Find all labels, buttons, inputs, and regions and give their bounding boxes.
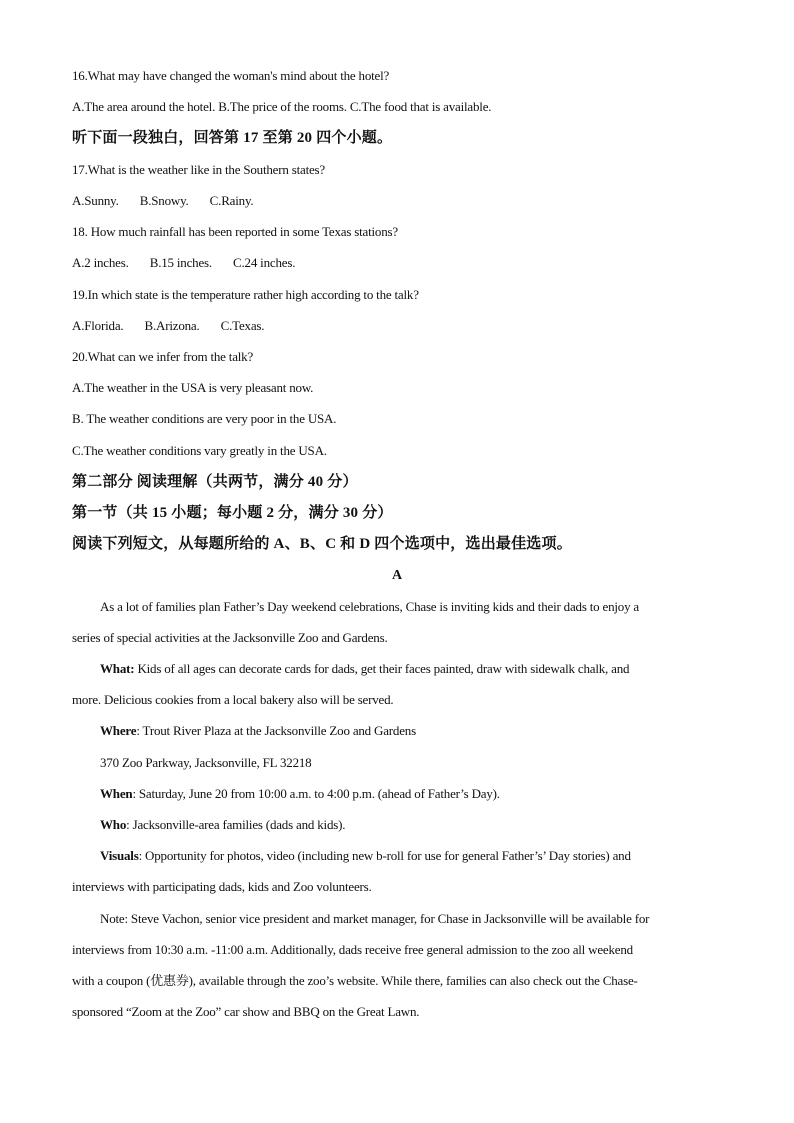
- option-b: B.The price of the rooms.: [218, 99, 347, 114]
- question-18: 18. How much rainfall has been reported in some Texas stations?: [72, 224, 398, 239]
- reading-instructions: 阅读下列短文，从每题所给的 A、B、C 和 D 四个选项中，选出最佳选项。: [72, 536, 572, 552]
- option-c: C.24 inches.: [233, 255, 296, 270]
- option-a: A.2 inches.: [72, 255, 129, 270]
- who-text: : Jacksonville-area families (dads and kids).: [126, 817, 346, 832]
- what-line-1: [100, 661, 629, 677]
- option-a: A.Florida.: [72, 318, 124, 333]
- where-text: : Trout River Plaza at the Jacksonville Zoo and Gardens: [136, 723, 416, 738]
- question-17-options: [72, 193, 271, 209]
- option-b: B.15 inches.: [149, 255, 212, 270]
- visuals-label: Visuals: [100, 848, 139, 863]
- option-a: A.The area around the hotel.: [72, 99, 216, 114]
- section-1-title: 第一节（共 15 小题；每小题 2 分，满分 30 分）: [72, 505, 393, 521]
- what-text: Kids of all ages can decorate cards for dads, get their faces painted, draw with sidewalk chalk, and: [134, 661, 630, 676]
- question-20-option-a: A.The weather in the USA is very pleasant now.: [72, 380, 314, 395]
- question-16: 16.What may have changed the woman's mind about the hotel?: [72, 68, 390, 83]
- who-label: Who: [100, 817, 127, 832]
- option-c: C.Rainy.: [209, 193, 254, 208]
- question-20-option-c: C.The weather conditions vary greatly in the USA.: [72, 443, 327, 458]
- question-18-options: [72, 255, 313, 271]
- visuals-line-2: interviews with participating dads, kids and Zoo volunteers.: [72, 879, 372, 894]
- option-b: B.Snowy.: [139, 193, 189, 208]
- question-17: 17.What is the weather like in the Southern states?: [72, 162, 325, 177]
- visuals-text: : Opportunity for photos, video (including new b-roll for use for general Father’s’ Day stories) and: [138, 848, 631, 863]
- what-label: What:: [100, 661, 135, 676]
- question-19: 19.In which state is the temperature rather high according to the talk?: [72, 287, 419, 302]
- when-line: [100, 786, 500, 802]
- option-b: B.Arizona.: [144, 318, 200, 333]
- section-heading-17-20: 听下面一段独白，回答第 17 至第 20 四个小题。: [72, 130, 393, 146]
- option-c: C.Texas.: [220, 318, 265, 333]
- note-line-4: sponsored “Zoom at the Zoo” car show and BBQ on the Great Lawn.: [72, 1004, 420, 1019]
- when-label: When: [100, 786, 133, 801]
- question-20-option-b: B. The weather conditions are very poor in the USA.: [72, 411, 337, 426]
- who-line: [100, 817, 345, 833]
- part-2-title: 第二部分 阅读理解（共两节，满分 40 分）: [72, 474, 358, 490]
- question-19-options: [72, 318, 282, 334]
- where-line: [100, 723, 416, 739]
- passage-paragraph-1-line-1: As a lot of families plan Father’s Day weekend celebrations, Chase is inviting kids and their dads to enjoy a: [100, 599, 639, 614]
- note-line-1: Note: Steve Vachon, senior vice president and market manager, for Chase in Jacksonville will be available for: [100, 911, 650, 926]
- question-16-options: [72, 99, 491, 115]
- option-a: A.Sunny.: [72, 193, 119, 208]
- when-text: : Saturday, June 20 from 10:00 a.m. to 4:00 p.m. (ahead of Father’s Day).: [132, 786, 500, 801]
- note-line-2: interviews from 10:30 a.m. -11:00 a.m. Additionally, dads receive free general admission to the zoo all weekend: [72, 942, 633, 957]
- note-line-3: with a coupon (优惠券), available through the zoo’s website. While there, families can also check out the Chase-: [72, 973, 638, 988]
- address-line: 370 Zoo Parkway, Jacksonville, FL 32218: [100, 755, 312, 770]
- passage-label: A: [392, 568, 402, 583]
- what-line-2: more. Delicious cookies from a local bakery also will be served.: [72, 692, 394, 707]
- question-20: 20.What can we infer from the talk?: [72, 349, 254, 364]
- option-c: C.The food that is available.: [349, 99, 492, 114]
- visuals-line-1: [100, 848, 631, 864]
- where-label: Where: [100, 723, 137, 738]
- passage-paragraph-1-line-2: series of special activities at the Jacksonville Zoo and Gardens.: [72, 630, 388, 645]
